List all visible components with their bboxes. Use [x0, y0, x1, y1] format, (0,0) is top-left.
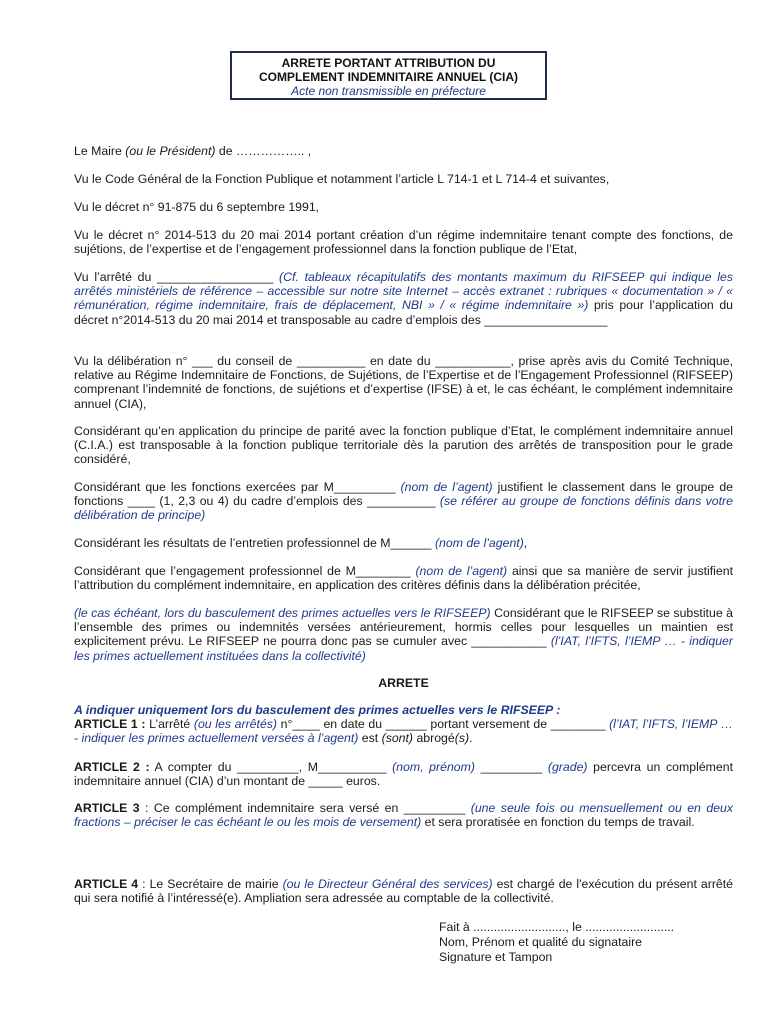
cons3-note: (nom de l’agent): [434, 536, 524, 550]
vu-arrete-note: (Cf. tableaux récapitulatifs des montants maximum du RIFSEEP qui indique les arrêtés ministériels de référence – accessible sur notre site Internet – accès extranet : rubriques « documentation » / « rémunération, régime indemnitaire, frais de déplacement, NBI » / « régime indemnitaire »): [74, 270, 734, 313]
cons3-text: Considérant les résultats de l’entretien professionnel de M______: [74, 536, 435, 550]
vu-arrete-text-end: pris pour l’application du décret n°2014-513 du 20 mai 2014 et transposable au cadre d’emplois des __________________: [74, 298, 734, 327]
cons4-end: ainsi que sa manière de servir justifient l’attribution du complément indemnitaire, en application des critères définis dans la délibération précitée,: [74, 564, 734, 593]
article-2: [74, 760, 733, 788]
art1-text-c: n°____ en date du ______ portant versement de ________: [277, 717, 610, 732]
arrete-heading: ARRETE: [378, 676, 429, 690]
art2-note-b: (nom, prénom): [392, 760, 475, 774]
cons4-note: (nom de l’agent): [415, 564, 508, 578]
cons2-note-b: (nom de l’agent): [400, 480, 493, 494]
intro-paragraph: [74, 144, 733, 158]
considerant-rifseep: [74, 606, 733, 663]
vu-arrete-text: Vu l’arrêté du _________________: [74, 270, 280, 284]
article-2-label: ARTICLE 2 :: [74, 760, 150, 774]
vu-arrete: [74, 270, 733, 327]
article-1: [74, 703, 733, 746]
art3-text-a: : Ce complément indemnitaire sera versé en _________: [139, 801, 471, 815]
art1-text-e: est: [358, 731, 382, 746]
art2-text-e: percevra un complément indemnitaire annuel (CIA) d’un montant de _____ euros.: [74, 760, 734, 789]
cons2-text-a: Considérant que les fonctions exercées par M_________: [74, 480, 401, 494]
article-3: [74, 801, 733, 829]
cons3-end: ,: [523, 536, 528, 550]
title-line-1: ARRETE PORTANT ATTRIBUTION DU: [281, 56, 496, 70]
art1-text-a: L’arrêté: [145, 717, 194, 732]
art1-end: .: [469, 731, 473, 746]
considerant-engagement: [74, 564, 733, 592]
art1-note-b: (ou les arrêtés): [193, 717, 278, 732]
intro-note: (ou le Président): [125, 144, 216, 158]
considerant-parite: Considérant qu’en application du principe de parité avec la fonction publique d’Etat, le complément indemnitaire annuel (C.I.A.) est transposable à la fonction publique territoriale dès la parution des arrêtés de transposition pour le grade considéré,: [74, 424, 733, 467]
cons4-text: Considérant que l’engagement professionnel de M________: [74, 564, 416, 578]
vu-deliberation: Vu la délibération n° ___ du conseil de __________ en date du ___________, prise après avis du Comité Technique, relative au Régime Indemnitaire de Fonctions, de Sujétions, de l’Expertise et de l’Engagement Professionnel (RIFSEEP) comprenant l’indemnité de fonctions, de sujétions et d’expertise (IFSE) à et, le cas échéant, le complément indemnitaire annuel (CIA),: [74, 354, 733, 411]
signature-name: Nom, Prénom et qualité du signataire: [439, 935, 643, 949]
art1-note-f: (sont): [381, 731, 414, 746]
considerant-fonctions: [74, 480, 733, 523]
vu-decret-2014: Vu le décret n° 2014-513 du 20 mai 2014 portant création d’un régime indemnitaire tenant compte des fonctions, de sujétions, de l’expertise et de l’engagement professionnel dans la fonction publique de l’Etat,: [74, 228, 733, 257]
art4-note-b: (ou le Directeur Général des services): [282, 877, 493, 891]
art4-text-c: est chargé de l'exécution du présent arrêté qui sera notifié à l’intéressé(e). Ampliation sera adressée au comptable de la collectivité.: [74, 877, 734, 906]
vu-code: Vu le Code Général de la Fonction Publique et notamment l’article L 714-1 et L 714-4 et suivantes,: [74, 172, 610, 186]
art1-note-d: (l’IAT, l’IFTS, l’IEMP … - indiquer les primes actuellement versées à l’agent): [74, 717, 733, 746]
intro-text: Le Maire: [74, 144, 126, 158]
art3-note-b: (une seule fois ou mensuellement ou en deux fractions – préciser le cas échéant le ou les mois de versement): [74, 801, 733, 830]
signature-stamp: Signature et Tampon: [439, 950, 553, 964]
art3-text-c: et sera proratisée en fonction du temps de travail.: [421, 815, 695, 830]
article-4-label: ARTICLE 4: [74, 877, 139, 891]
subtitle: Acte non transmissible en préfecture: [291, 84, 486, 98]
cons5-note-a: (le cas échéant, lors du basculement des primes actuelles vers le RIFSEEP): [74, 606, 491, 620]
cons2-text-c: justifient le classement dans le groupe de fonctions ____ (1, 2,3 ou 4) du cadre d’emplois des __________: [74, 480, 733, 509]
article-4: [74, 877, 733, 905]
intro-text-end: de …………….. ,: [215, 144, 312, 158]
title-box: [230, 51, 547, 100]
signature-place-date: Fait à ..........................., le ..........................: [439, 920, 675, 934]
vu-decret-1991: Vu le décret n° 91-875 du 6 septembre 1991,: [74, 200, 320, 214]
signature-block: [439, 920, 739, 965]
considerant-entretien: [74, 536, 733, 550]
basculement-note: A indiquer uniquement lors du basculement des primes actuelles vers le RIFSEEP :: [74, 703, 561, 717]
art2-note-d: (grade): [547, 760, 588, 774]
cons5-note-c: (l’IAT, l’IFTS, l’IEMP … - indiquer les primes actuellement instituées dans la collectivité): [74, 634, 733, 663]
article-1-label: ARTICLE 1 :: [74, 717, 146, 732]
art1-text-g: abrogé: [413, 731, 455, 746]
cons2-note-d: (se référer au groupe de fonctions définis dans votre délibération de principe): [74, 494, 733, 523]
art4-text-a: : Le Secrétaire de mairie: [138, 877, 283, 891]
art1-note-h: (s): [454, 731, 470, 746]
title-line-2: COMPLEMENT INDEMNITAIRE ANNUEL (CIA): [258, 70, 519, 84]
art2-text-c: _________: [474, 760, 548, 774]
art2-text-a: A compter du _________, M__________: [149, 760, 393, 774]
article-3-label: ARTICLE 3: [74, 801, 140, 815]
cons5-text: Considérant que le RIFSEEP se substitue à l’ensemble des primes ou indemnités versées antérieurement, hormis celles pour lesquelles un maintien est explicitement prévu. Le RIFSEEP ne pourra donc pas se cumuler avec ___________: [74, 606, 734, 649]
